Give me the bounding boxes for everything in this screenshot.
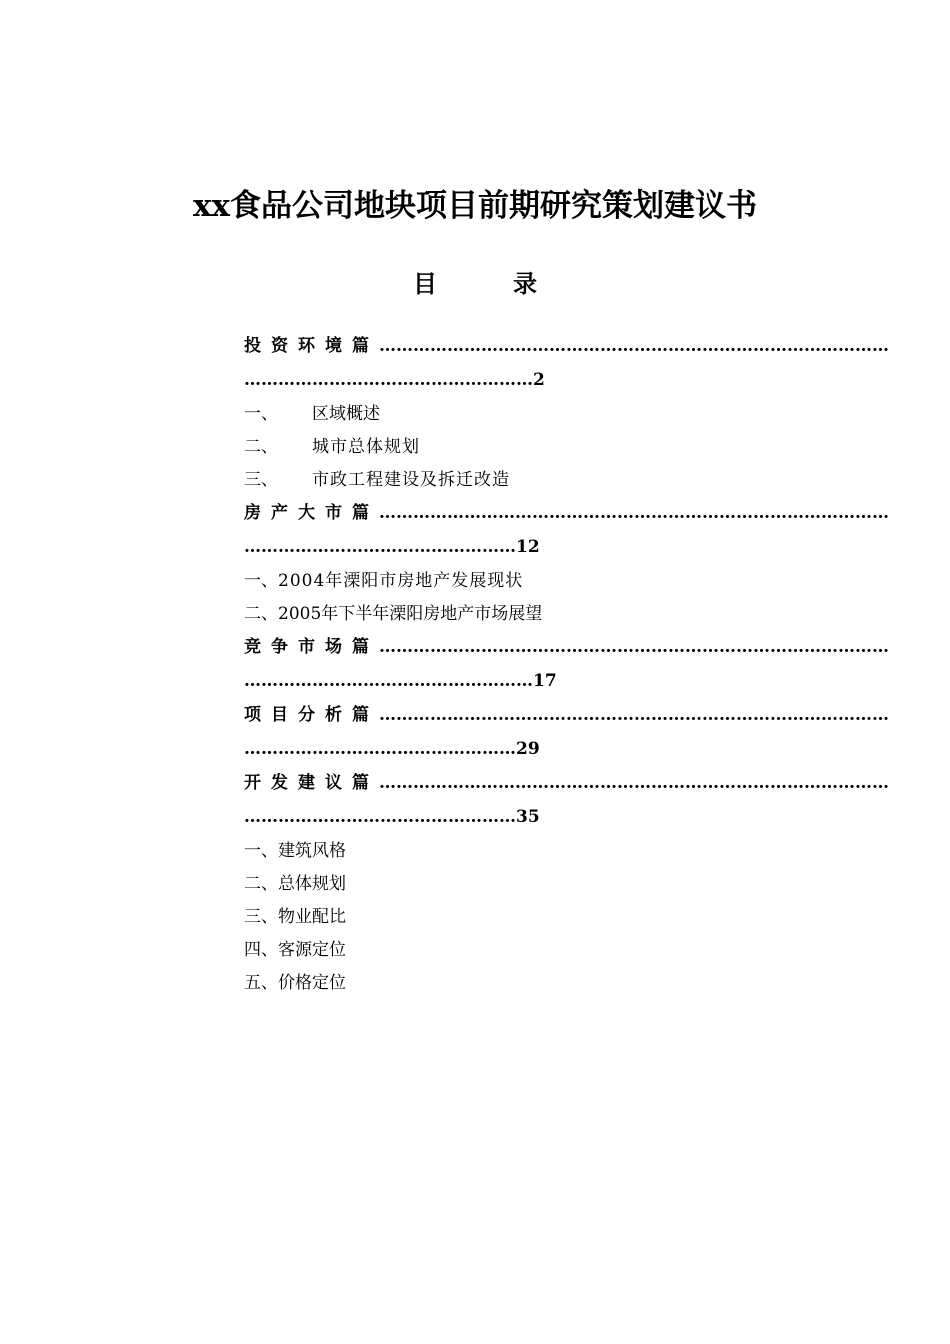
toc-subitem-label: 客源定位 bbox=[278, 940, 346, 960]
toc-subitem-number: 二、 bbox=[244, 604, 278, 624]
toc-heading: 目录 bbox=[413, 269, 613, 298]
toc-section[interactable] bbox=[244, 767, 889, 835]
table-of-contents bbox=[244, 330, 889, 1000]
toc-subitem[interactable] bbox=[244, 398, 806, 431]
toc-subitem[interactable] bbox=[244, 901, 806, 934]
dot-leader: ……………………………………………………………………………… bbox=[379, 705, 889, 725]
toc-section-title: 竞争市场篇 bbox=[244, 637, 379, 657]
dot-leader: ………………………………………… bbox=[244, 739, 516, 759]
toc-subitem-label: 城市总体规划 bbox=[312, 437, 420, 457]
toc-subitem-number: 四、 bbox=[244, 940, 278, 960]
toc-subitem-label: 2004年溧阳市房地产发展现状 bbox=[278, 571, 524, 591]
toc-subitem-label: 价格定位 bbox=[278, 973, 346, 993]
toc-subitem[interactable] bbox=[244, 835, 806, 868]
dot-leader: ……………………………………………………………………………… bbox=[379, 503, 889, 523]
toc-page-number: 35 bbox=[516, 807, 540, 827]
toc-subitem[interactable] bbox=[244, 464, 806, 497]
toc-subitem-number: 一、 bbox=[244, 841, 278, 861]
toc-subitem-label: 市政工程建设及拆迁改造 bbox=[312, 470, 510, 490]
toc-section-title: 项目分析篇 bbox=[244, 705, 379, 725]
toc-page-number: 2 bbox=[533, 370, 545, 390]
dot-leader: ………………………………………… bbox=[244, 807, 516, 827]
toc-subitem-number: 二、 bbox=[244, 874, 278, 894]
toc-subitem-number: 一、 bbox=[244, 571, 278, 591]
dot-leader: ……………………………………………………………………………… bbox=[379, 637, 889, 657]
document-title: xx食品公司地块项目前期研究策划建议书 bbox=[193, 188, 757, 224]
toc-subitem-label: 总体规划 bbox=[278, 874, 346, 894]
toc-subitem[interactable] bbox=[244, 431, 806, 464]
toc-subitem-label: 建筑风格 bbox=[278, 841, 346, 861]
dot-leader: …………………………………………… bbox=[244, 370, 533, 390]
toc-section[interactable] bbox=[244, 699, 889, 767]
toc-subitem-label: 2005年下半年溧阳房地产市场展望 bbox=[278, 604, 543, 624]
toc-subitem[interactable] bbox=[244, 967, 806, 1000]
toc-subitem[interactable] bbox=[244, 868, 806, 901]
toc-page-number: 29 bbox=[516, 739, 540, 759]
toc-section-title: 房产大市篇 bbox=[244, 503, 379, 523]
toc-page-number: 17 bbox=[533, 671, 557, 691]
toc-section[interactable] bbox=[244, 330, 889, 398]
toc-subitem-label: 物业配比 bbox=[278, 907, 346, 927]
toc-section[interactable] bbox=[244, 631, 889, 699]
toc-section-title: 投资环境篇 bbox=[244, 336, 379, 356]
toc-subitem-number: 一、 bbox=[244, 404, 278, 424]
toc-section[interactable] bbox=[244, 497, 889, 565]
toc-subitem-number: 二、 bbox=[244, 437, 278, 457]
dot-leader: ……………………………………………………………………………… bbox=[379, 773, 889, 793]
toc-subitem[interactable] bbox=[244, 934, 806, 967]
toc-section-title: 开发建议篇 bbox=[244, 773, 379, 793]
toc-subitem[interactable] bbox=[244, 565, 806, 598]
toc-subitem-label: 区域概述 bbox=[312, 404, 380, 424]
toc-page-number: 12 bbox=[516, 537, 540, 557]
toc-subitem[interactable] bbox=[244, 598, 806, 631]
dot-leader: …………………………………………… bbox=[244, 671, 533, 691]
toc-subitem-number: 三、 bbox=[244, 907, 278, 927]
dot-leader: ………………………………………… bbox=[244, 537, 516, 557]
toc-subitem-number: 五、 bbox=[244, 973, 278, 993]
toc-subitem-number: 三、 bbox=[244, 470, 278, 490]
dot-leader: ……………………………………………………………………………… bbox=[379, 336, 889, 356]
